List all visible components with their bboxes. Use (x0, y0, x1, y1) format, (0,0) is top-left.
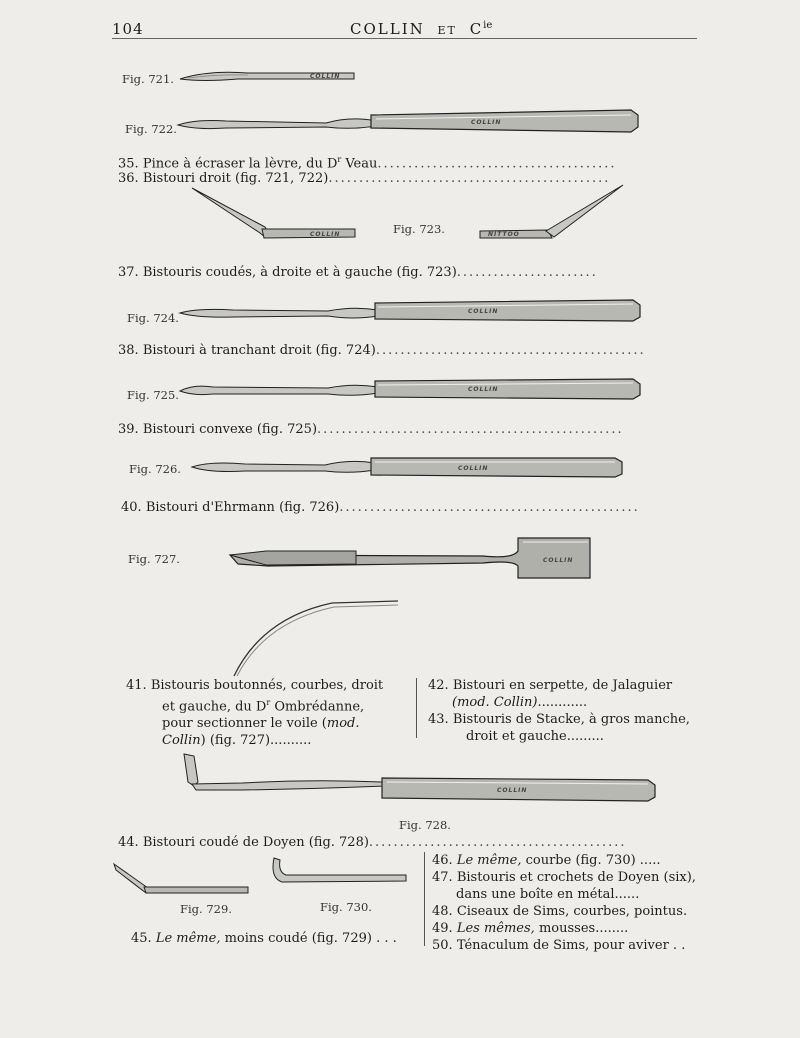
fig-730-scalpel-illustration (268, 856, 410, 886)
entry-45-number: 45. (131, 931, 152, 946)
page-number: 104 (112, 20, 144, 38)
entry-38 (118, 342, 666, 360)
entry-47 (432, 869, 696, 886)
fig-728-scalpel-illustration (182, 752, 660, 804)
brand-et: ET (437, 24, 457, 37)
entry-49-italic: Les mêmes, (456, 921, 535, 936)
leader-dots: ............ (537, 695, 588, 710)
entry-46-number: 46. (432, 853, 453, 868)
entry-41 (126, 677, 384, 749)
entry-42-line1: Bistouri en serpette, de Jalaguier (452, 678, 673, 693)
entry-41-line2b: Ombrédanne, (270, 699, 365, 715)
entry-37 (118, 264, 666, 282)
fig-724-stamp: COLLIN (468, 308, 499, 315)
entry-49-number: 49. (432, 921, 453, 936)
entry-41-line1: Bistouris boutonnés, courbes, droit (150, 678, 384, 693)
entry-37-number: 37. (118, 265, 139, 280)
entry-45-italic: Le même, (155, 931, 221, 946)
fig-729-scalpel-illustration (112, 862, 252, 898)
fig-724-label: Fig. 724. (127, 311, 179, 325)
fig-725-label: Fig. 725. (127, 388, 179, 402)
entry-40 (121, 499, 669, 517)
fig-727-stamp: COLLIN (543, 557, 574, 564)
brand-co: C (469, 20, 484, 38)
entry-42-number: 42. (428, 678, 449, 693)
entry-45 (131, 930, 421, 947)
fig-724-scalpel-illustration (178, 298, 644, 326)
fig-722-scalpel-illustration (176, 106, 642, 134)
entry-41-line4: ) (fig. 727) (200, 733, 271, 749)
entry-45-text: moins coudé (fig. 729) (220, 931, 372, 946)
fig-725-scalpel-illustration (178, 375, 644, 403)
entry-38-number: 38. (118, 343, 139, 358)
entry-41-line3: pour sectionner le voile ( (162, 716, 327, 732)
fig-726-scalpel-illustration (190, 452, 626, 482)
entry-50 (432, 937, 686, 954)
brand-co-sup: ie (483, 20, 493, 31)
entry-47-line2: dans une boîte en métal (456, 887, 615, 902)
entry-39 (118, 421, 666, 439)
entry-35-text2: Veau (341, 156, 378, 172)
entry-47-number: 47. (432, 870, 453, 885)
running-header (350, 20, 492, 38)
entry-41-line3-italic: mod. (326, 716, 360, 732)
entry-38-text: Bistouri à tranchant droit (fig. 724) (142, 343, 376, 358)
leader-dots: ....................................... (377, 156, 617, 172)
fig-730-label: Fig. 730. (320, 900, 372, 914)
header-rule (112, 38, 697, 39)
entry-46-italic: Le même, (456, 853, 522, 868)
entry-43-line2: droit et gauche (466, 729, 567, 744)
entry-36-text: Bistouri droit (fig. 721, 722) (142, 171, 329, 186)
entry-39-text: Bistouri convexe (fig. 725) (142, 422, 318, 437)
entry-50-text: Ténaculum de Sims, pour aviver (456, 938, 669, 953)
entry-35-text: Pince à écraser la lèvre, du D (142, 156, 338, 172)
fig-728-label: Fig. 728. (399, 818, 451, 832)
leader-dots: . . (668, 938, 686, 953)
entry-47-line1: Bistouris et crochets de Doyen (six), (456, 870, 696, 885)
fig-725-stamp: COLLIN (468, 386, 499, 393)
entry-43-number: 43. (428, 712, 449, 727)
fig-727-label: Fig. 727. (128, 552, 180, 566)
fig-721-label: Fig. 721. (122, 72, 174, 86)
leader-dots: ......... (566, 729, 604, 744)
entry-41-sup: r (266, 698, 271, 707)
leader-dots: ....................... (456, 265, 598, 280)
leader-dots: ........ (595, 921, 629, 936)
fig-722-stamp: COLLIN (471, 119, 502, 126)
entry-40-text: Bistouri d'Ehrmann (fig. 726) (145, 500, 340, 515)
entry-48-number: 48. (432, 904, 453, 919)
column-divider (416, 678, 422, 738)
leader-dots: . . . (371, 931, 397, 946)
entry-49 (432, 920, 682, 937)
entry-41-number: 41. (126, 678, 147, 693)
fig-721-scalpel-illustration (178, 68, 358, 90)
entry-50-number: 50. (432, 938, 453, 953)
entry-46 (432, 852, 682, 869)
entry-36-number: 36. (118, 171, 139, 186)
fig-722-label: Fig. 722. (125, 122, 177, 136)
leader-dots: .................................................. (317, 422, 624, 437)
entry-39-number: 39. (118, 422, 139, 437)
entry-43 (428, 711, 690, 745)
leader-dots: ................................................. (339, 500, 640, 515)
fig-723-stamp: COLLIN (310, 231, 341, 238)
leader-dots: .......... (270, 733, 312, 749)
leader-dots: ..... (635, 853, 661, 868)
brand-name: COLLIN (350, 20, 425, 38)
leader-dots: .......................................... (368, 835, 627, 850)
entry-35-number: 35. (118, 156, 139, 172)
entry-44 (118, 834, 666, 852)
entry-44-text: Bistouri coudé de Doyen (fig. 728) (142, 835, 369, 850)
fig-727-curved-blade-illustration (232, 598, 402, 680)
leader-dots: .............................................. (328, 171, 611, 186)
entry-40-number: 40. (121, 500, 142, 515)
entry-42-line2-italic: (mod. Collin) (452, 695, 538, 710)
entry-48 (432, 903, 688, 920)
entry-41-line4-italic: Collin (162, 733, 201, 749)
entry-49-text: mousses (534, 921, 596, 936)
entry-42 (428, 677, 676, 711)
entry-35-sup: r (337, 155, 342, 164)
fig-728-stamp: COLLIN (497, 787, 528, 794)
entry-41-line2: et gauche, du D (162, 699, 267, 715)
fig-726-label: Fig. 726. (129, 462, 181, 476)
fig-726-stamp: COLLIN (458, 465, 489, 472)
leader-dots: ...... (614, 887, 640, 902)
entry-44-number: 44. (118, 835, 139, 850)
leader-dots: ............................................ (375, 343, 646, 358)
entry-46-text: courbe (fig. 730) (521, 853, 636, 868)
entries-46-50 (432, 852, 696, 954)
entry-43-line1: Bistouris de Stacke, à gros manche, (452, 712, 690, 727)
column-divider (424, 852, 430, 946)
fig-723-label: Fig. 723. (393, 222, 445, 236)
fig-727-handle-illustration (228, 536, 594, 582)
fig-723-left-scalpel-illustration (190, 185, 360, 245)
fig-723-right-scalpel-illustration (478, 183, 628, 245)
fig-721-stamp: COLLIN (310, 73, 341, 80)
entry-37-text: Bistouris coudés, à droite et à gauche (fig. 723) (142, 265, 457, 280)
entry-48-text: Ciseaux de Sims, courbes, pointus. (456, 904, 688, 919)
fig-729-label: Fig. 729. (180, 902, 232, 916)
fig-723-stamp-reversed: NITTOO (488, 231, 520, 238)
